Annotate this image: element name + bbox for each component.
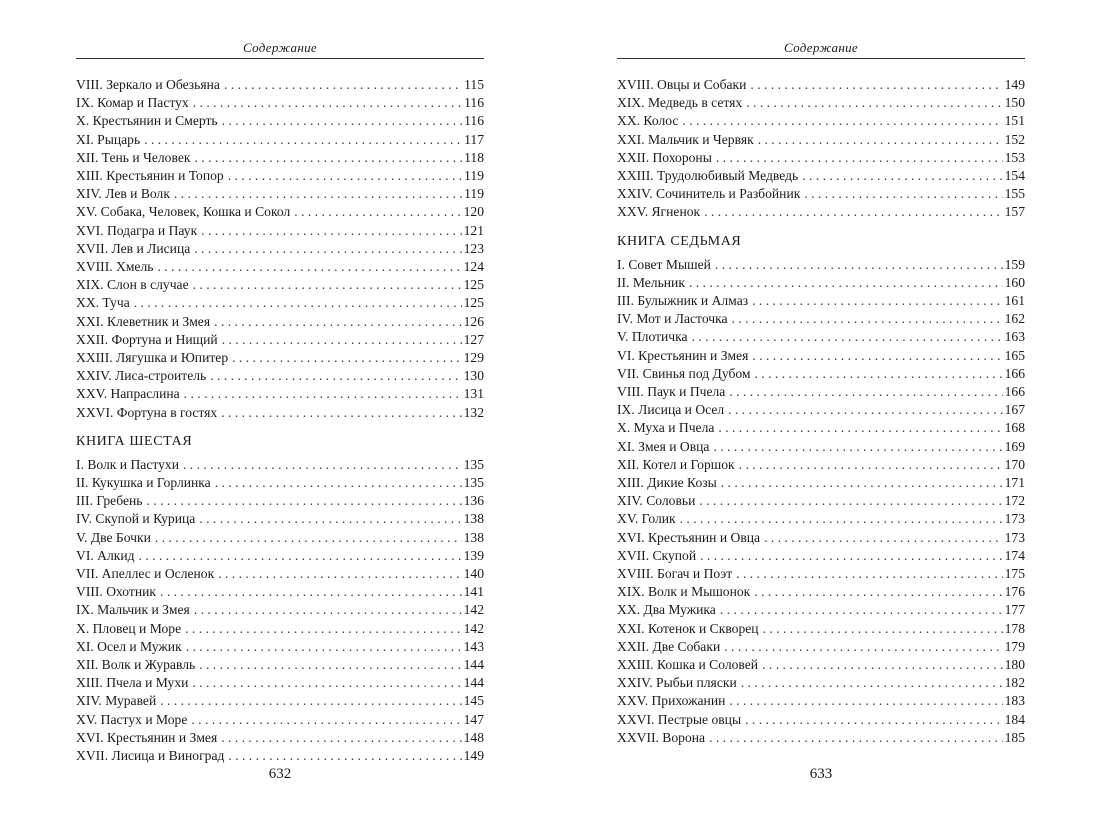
toc-entry [617, 419, 1025, 437]
dot-leader [754, 583, 1002, 601]
toc-entry [76, 331, 484, 349]
toc-entry [76, 601, 484, 619]
toc-entry-title: XXVI. Пестрые овцы [617, 711, 742, 727]
toc-entry [617, 474, 1025, 492]
toc-entry [617, 438, 1025, 456]
toc-entry [617, 711, 1025, 729]
dot-leader [193, 94, 462, 112]
dot-leader [729, 692, 1002, 710]
toc-entry [617, 620, 1025, 638]
toc-entry-title: VI. Крестьянин и Змея [617, 347, 749, 363]
dot-leader [210, 367, 461, 385]
dot-leader [692, 328, 1003, 346]
toc-entry-title: XIX. Медведь в сетях [617, 95, 743, 111]
toc-entry-page: 130 [463, 368, 484, 384]
toc-entry [76, 729, 484, 747]
left-page [76, 0, 484, 839]
toc-entry-page: 125 [463, 295, 484, 311]
toc-entry-title: XXI. Котенок и Скворец [617, 620, 759, 636]
toc-entry-page: 150 [1004, 95, 1025, 111]
toc-entry-page: 169 [1004, 438, 1025, 454]
toc-entry-page: 136 [463, 493, 484, 509]
dot-leader [215, 474, 462, 492]
running-head: Содержание [243, 40, 317, 55]
toc-entry [617, 383, 1025, 401]
toc-entry-page: 159 [1004, 256, 1025, 272]
toc-entry [76, 149, 484, 167]
toc-entry [76, 222, 484, 240]
toc-entry-title: II. Кукушка и Горлинка [76, 475, 211, 490]
toc-entry-page: 129 [463, 350, 484, 365]
dot-leader [199, 510, 461, 528]
dot-leader [222, 112, 462, 130]
dot-leader [718, 419, 1002, 437]
dot-leader [185, 620, 462, 638]
toc-entry [76, 583, 484, 601]
dot-leader [699, 492, 1002, 510]
toc-entry [76, 94, 484, 112]
toc-entry [617, 401, 1025, 419]
toc-entry-page: 165 [1004, 347, 1025, 363]
dot-leader [746, 94, 1002, 112]
toc-entry [617, 328, 1025, 346]
dot-leader [222, 331, 462, 349]
toc-entry-page: 119 [464, 168, 484, 183]
dot-leader [764, 529, 1003, 547]
dot-leader [755, 365, 1003, 383]
toc-entry [617, 601, 1025, 619]
toc-entry-page: 145 [463, 693, 484, 709]
toc-entry [76, 185, 484, 203]
dot-leader [199, 656, 461, 674]
toc-entry-title: VIII. Паук и Пчела [617, 384, 726, 399]
toc-entry-page: 173 [1004, 529, 1025, 545]
toc-entry-title: X. Пловец и Море [76, 620, 182, 636]
toc-entry [76, 747, 484, 765]
toc-entry [76, 711, 484, 729]
toc-entry-page: 183 [1004, 693, 1025, 709]
dot-leader [194, 601, 462, 619]
toc-entry-page: 157 [1004, 204, 1025, 220]
toc-entry-title: XXII. Фортуна и Нищий [76, 331, 218, 347]
toc-entry-title: XVII. Лев и Лисица [76, 240, 191, 256]
dot-leader [736, 565, 1002, 583]
dot-leader [700, 547, 1003, 565]
toc-entry-title: XXI. Мальчик и Червяк [617, 131, 754, 147]
toc-entry-page: 172 [1004, 493, 1025, 509]
dot-leader [741, 674, 1003, 692]
toc-entry-title: XXII. Похороны [617, 149, 712, 165]
toc-entry [76, 167, 484, 185]
dot-leader [155, 529, 462, 547]
toc-entry-title: XIV. Соловьи [617, 493, 696, 509]
toc-entry-page: 151 [1004, 113, 1025, 129]
toc-entry [617, 149, 1025, 167]
page-number: 633 [809, 766, 833, 782]
toc-entry [617, 529, 1025, 547]
dot-leader [294, 203, 461, 221]
toc-entry-page: 139 [463, 547, 484, 563]
dot-leader [192, 674, 461, 692]
toc-entry-title: XX. Колос [617, 113, 679, 129]
toc-entry [617, 347, 1025, 365]
dot-leader [218, 565, 461, 583]
header-rule [76, 58, 484, 59]
toc-entry [617, 638, 1025, 656]
toc-entry-title: XVII. Скупой [617, 547, 697, 563]
dot-leader [715, 256, 1003, 274]
toc-entry [76, 474, 484, 492]
toc-entry [76, 404, 484, 422]
toc-entry [76, 492, 484, 510]
toc-entry-page: 119 [464, 186, 484, 202]
dot-leader [721, 474, 1003, 492]
toc-entry-title: I. Волк и Пастухи [76, 456, 179, 472]
toc-entry-page: 182 [1004, 675, 1025, 691]
toc-entry [76, 510, 484, 528]
dot-leader [802, 167, 1002, 185]
toc-entry-title: XXIV. Рыбьи пляски [617, 675, 737, 691]
toc-entry-title: XI. Осел и Мужик [76, 638, 182, 654]
dot-leader [750, 76, 1002, 94]
toc-entry-page: 138 [463, 511, 484, 527]
toc-entry-page: 140 [463, 566, 484, 581]
toc-entry-page: 147 [463, 711, 484, 727]
toc-entry-title: XVI. Крестьянин и Овца [617, 529, 761, 545]
toc-entry [617, 167, 1025, 185]
dot-leader [804, 185, 1002, 203]
toc-entry-page: 177 [1004, 602, 1025, 618]
toc-entry-title: XXIII. Кошка и Соловей [617, 657, 759, 672]
running-head: Содержание [784, 40, 858, 55]
toc-entry-page: 124 [463, 259, 484, 274]
toc-entry-page: 144 [463, 675, 484, 691]
toc-entry-page: 176 [1004, 584, 1025, 600]
book-heading: КНИГА ШЕСТАЯ [76, 433, 193, 449]
dot-leader [745, 711, 1003, 729]
toc-entry [76, 112, 484, 130]
dot-leader [224, 76, 462, 94]
dot-leader [194, 240, 461, 258]
toc-entry-title: IX. Лисица и Осел [617, 402, 725, 418]
toc-entry-page: 173 [1004, 511, 1025, 527]
toc-entry-title: XXI. Клеветник и Змея [76, 313, 211, 329]
toc-entry-title: VII. Апеллес и Осленок [76, 566, 215, 581]
toc-entry-title: XII. Волк и Журавль [76, 657, 196, 672]
toc-entry-title: XII. Тень и Человек [76, 149, 191, 165]
toc-entry-title: XII. Котел и Горшок [617, 456, 735, 472]
toc-entry-page: 175 [1004, 566, 1025, 581]
toc-entry [617, 547, 1025, 565]
toc-entry [76, 313, 484, 331]
dot-leader [221, 404, 461, 422]
dot-leader [682, 112, 1002, 130]
toc-entry [76, 276, 484, 294]
toc-entry-page: 170 [1004, 456, 1025, 472]
toc-entry [76, 240, 484, 258]
toc-entry-title: I. Совет Мышей [617, 256, 711, 272]
dot-leader [174, 185, 462, 203]
toc-entry-page: 142 [463, 602, 484, 618]
toc-entry-page: 166 [1004, 365, 1025, 381]
dot-leader [232, 349, 461, 367]
toc-entry [76, 656, 484, 674]
toc-entry-page: 126 [463, 313, 484, 329]
toc-entry-page: 167 [1004, 402, 1025, 418]
toc-entry-page: 149 [463, 748, 484, 763]
dot-leader [720, 601, 1003, 619]
toc-entry [617, 76, 1025, 94]
toc-entry-page: 120 [463, 204, 484, 220]
dot-leader [732, 310, 1003, 328]
toc-entry-page: 115 [464, 77, 484, 92]
toc-entry-page: 135 [463, 456, 484, 472]
toc-entry-title: XIII. Крестьянин и Топор [76, 168, 224, 183]
toc-entry [76, 692, 484, 710]
toc-entry-page: 166 [1004, 384, 1025, 399]
dot-leader [729, 383, 1002, 401]
toc-entry-title: XV. Собака, Человек, Кошка и Сокол [76, 204, 291, 220]
toc-entry-page: 162 [1004, 311, 1025, 327]
dot-leader [716, 149, 1003, 167]
toc-entry-page: 131 [463, 386, 484, 402]
toc-entry [617, 203, 1025, 221]
toc-entry-title: X. Муха и Пчела [617, 420, 715, 436]
toc-entry-title: IV. Скупой и Курица [76, 511, 196, 527]
toc-entry-title: VIII. Зеркало и Обезьяна [76, 77, 220, 92]
toc-entry-title: IV. Мот и Ласточка [617, 311, 728, 327]
toc-entry [617, 131, 1025, 149]
toc-entry-page: 116 [464, 95, 484, 111]
dot-leader [157, 258, 461, 276]
toc-entry-page: 117 [464, 131, 484, 147]
toc-entry-title: XIX. Слон в случае [76, 277, 189, 293]
toc-entry [76, 203, 484, 221]
dot-leader [228, 747, 461, 765]
toc-entry-page: 185 [1004, 729, 1025, 745]
toc-entry-title: XXIII. Лягушка и Юпитер [76, 350, 229, 365]
toc-entry-title: XIV. Муравей [76, 693, 157, 709]
toc-entry-page: 168 [1004, 420, 1025, 436]
dot-leader [193, 276, 462, 294]
dot-leader [758, 131, 1003, 149]
toc-entry-title: XI. Змея и Овца [617, 438, 710, 454]
toc-entry-page: 153 [1004, 149, 1025, 165]
toc-entry [76, 367, 484, 385]
toc-entry-title: XXIV. Сочинитель и Разбойник [617, 186, 801, 202]
toc-entry-title: XVIII. Овцы и Собаки [617, 77, 747, 92]
toc-entry [76, 638, 484, 656]
toc-entry [617, 510, 1025, 528]
toc-entry [617, 674, 1025, 692]
dot-leader [763, 620, 1003, 638]
dot-leader [160, 583, 462, 601]
toc-entry-page: 179 [1004, 638, 1025, 654]
toc-entry-page: 171 [1004, 475, 1025, 490]
toc-entry-page: 152 [1004, 131, 1025, 147]
toc-entry [617, 274, 1025, 292]
toc-entry-title: VII. Свинья под Дубом [617, 365, 751, 381]
toc-entry [617, 692, 1025, 710]
toc-entry-page: 155 [1004, 186, 1025, 202]
dot-leader [139, 547, 462, 565]
right-page [617, 0, 1025, 839]
toc-entry-title: XVII. Лисица и Виноград [76, 748, 225, 763]
toc-entry-page: 135 [463, 475, 484, 490]
toc-entry [76, 76, 484, 94]
toc-entry [617, 94, 1025, 112]
toc-entry [76, 529, 484, 547]
dot-leader [194, 149, 462, 167]
toc-entry-title: V. Плотичка [617, 329, 688, 345]
toc-entry-title: XIV. Лев и Волк [76, 186, 170, 202]
dot-leader [762, 656, 1003, 674]
dot-leader [183, 456, 462, 474]
toc-entry-title: XVI. Подагра и Паук [76, 222, 198, 238]
toc-entry [617, 492, 1025, 510]
toc-entry [617, 310, 1025, 328]
dot-leader [221, 729, 461, 747]
toc-entry-title: XVIII. Богач и Поэт [617, 566, 733, 581]
toc-entry [76, 620, 484, 638]
toc-entry [76, 131, 484, 149]
toc-entry-page: 132 [463, 404, 484, 420]
dot-leader [739, 456, 1003, 474]
toc-entry [76, 294, 484, 312]
toc-entry [76, 674, 484, 692]
toc-entry-title: XVI. Крестьянин и Змея [76, 729, 218, 745]
dot-leader [228, 167, 462, 185]
dot-leader [191, 711, 461, 729]
toc-entry [76, 385, 484, 403]
toc-entry-page: 118 [464, 149, 484, 165]
toc-entry-page: 123 [463, 240, 484, 256]
toc-entry-page: 144 [463, 657, 484, 672]
toc-entry [617, 185, 1025, 203]
dot-leader [680, 510, 1003, 528]
toc-entry-title: V. Две Бочки [76, 529, 151, 545]
toc-entry-title: XXII. Две Собаки [617, 638, 721, 654]
dot-leader [709, 729, 1003, 747]
toc-entry-page: 141 [463, 584, 484, 600]
toc-entry-title: XV. Голик [617, 511, 676, 527]
toc-entry-title: XIII. Пчела и Мухи [76, 675, 189, 691]
toc-entry-title: XXIII. Трудолюбивый Медведь [617, 168, 799, 183]
toc-entry-title: XXV. Ягненок [617, 204, 701, 220]
toc-entry-title: XX. Туча [76, 295, 130, 311]
toc-entry-page: 184 [1004, 711, 1025, 727]
dot-leader [186, 638, 462, 656]
toc-entry-page: 174 [1004, 547, 1025, 563]
toc-entry-page: 149 [1004, 77, 1025, 92]
toc-entry-title: XXVII. Ворона [617, 729, 706, 745]
toc-entry-page: 154 [1004, 168, 1025, 183]
toc-entry [617, 565, 1025, 583]
page-number: 632 [268, 766, 292, 782]
toc-entry-title: III. Гребень [76, 493, 143, 509]
toc-entry-title: XIX. Волк и Мышонок [617, 584, 751, 600]
toc-entry [76, 258, 484, 276]
toc-entry-page: 163 [1004, 329, 1025, 345]
dot-leader [160, 692, 461, 710]
toc-entry-page: 125 [463, 277, 484, 293]
toc-entry-title: IX. Мальчик и Змея [76, 602, 190, 618]
toc-entry-title: XIII. Дикие Козы [617, 475, 717, 490]
toc-entry [617, 365, 1025, 383]
header-rule [617, 58, 1025, 59]
toc-entry [617, 729, 1025, 747]
toc-entry-title: VIII. Охотник [76, 584, 157, 600]
toc-entry-page: 121 [463, 222, 484, 238]
dot-leader [713, 438, 1002, 456]
toc-entry [617, 256, 1025, 274]
dot-leader [689, 274, 1003, 292]
toc-entry-title: VI. Алкид [76, 547, 135, 563]
dot-leader [704, 203, 1002, 221]
toc-entry-page: 178 [1004, 620, 1025, 636]
toc-entry-title: XI. Рыцарь [76, 131, 141, 147]
toc-entry [76, 456, 484, 474]
toc-entry-title: XXV. Прихожанин [617, 693, 726, 709]
toc-entry-title: XVIII. Хмель [76, 259, 154, 274]
toc-entry-title: X. Крестьянин и Смерть [76, 113, 218, 129]
dot-leader [752, 292, 1003, 310]
dot-leader [752, 347, 1002, 365]
toc-entry-page: 180 [1004, 657, 1025, 672]
toc-entry-page: 160 [1004, 274, 1025, 290]
toc-entry-page: 127 [463, 331, 484, 347]
toc-entry [617, 456, 1025, 474]
toc-entry [76, 565, 484, 583]
toc-entry-title: III. Булыжник и Алмаз [617, 293, 749, 308]
dot-leader [728, 401, 1002, 419]
toc-entry [617, 112, 1025, 130]
toc-entry-title: XXVI. Фортуна в гостях [76, 404, 218, 420]
toc-entry-page: 116 [464, 113, 484, 129]
toc-entry [76, 547, 484, 565]
book-heading: КНИГА СЕДЬМАЯ [617, 233, 742, 249]
toc-entry-title: XXV. Напраслина [76, 386, 180, 402]
dot-leader [201, 222, 461, 240]
toc-entry-title: II. Мельник [617, 274, 685, 290]
toc-entry-page: 143 [463, 638, 484, 654]
toc-entry-title: XV. Пастух и Море [76, 711, 188, 727]
toc-entry-title: XXIV. Лиса-строитель [76, 368, 207, 384]
dot-leader [724, 638, 1002, 656]
dot-leader [146, 492, 461, 510]
toc-entry-page: 138 [463, 529, 484, 545]
toc-entry [76, 349, 484, 367]
toc-entry-page: 161 [1004, 293, 1025, 308]
toc-entry-title: IX. Комар и Пастух [76, 95, 189, 111]
toc-entry-page: 148 [463, 729, 484, 745]
dot-leader [134, 294, 462, 312]
dot-leader [144, 131, 462, 149]
toc-entry [617, 656, 1025, 674]
toc-entry [617, 583, 1025, 601]
toc-entry-title: XX. Два Мужика [617, 602, 716, 618]
toc-entry-page: 142 [463, 620, 484, 636]
dot-leader [184, 385, 462, 403]
toc-entry [617, 292, 1025, 310]
dot-leader [214, 313, 462, 331]
